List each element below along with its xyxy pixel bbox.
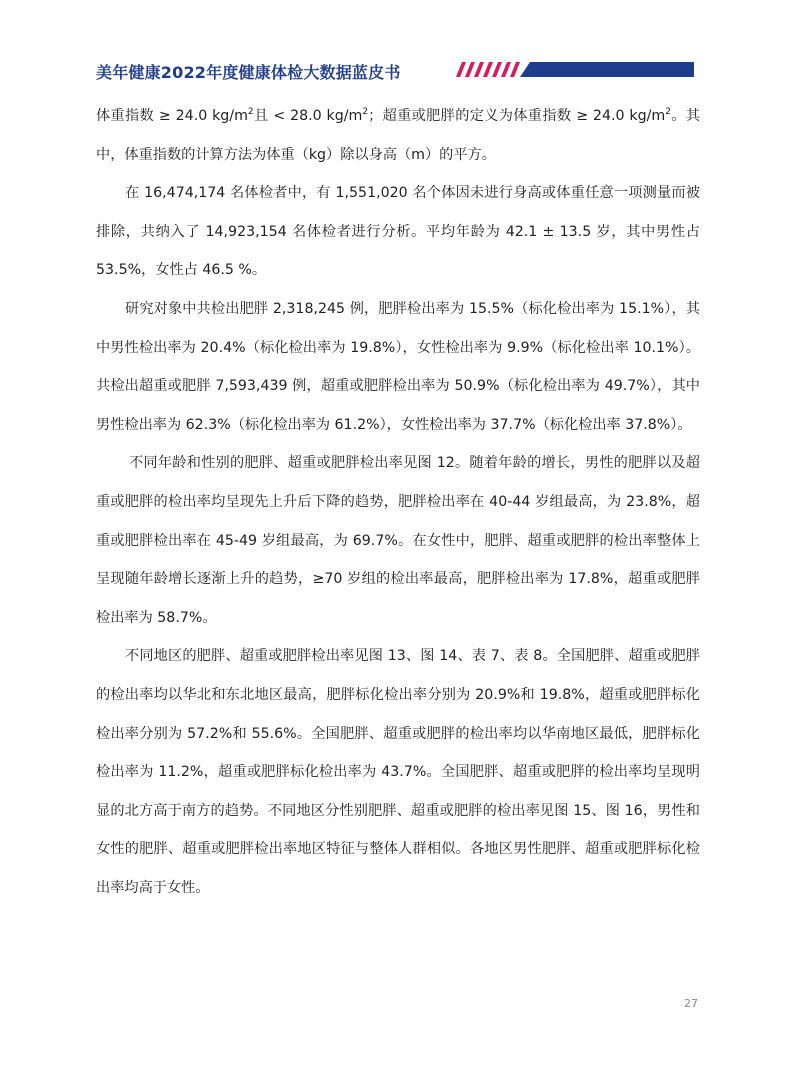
- report-title: 美年健康2022年度健康体检大数据蓝皮书: [96, 63, 401, 82]
- text-run: 。其中，体重指数的计算方法为体重（kg）除以身高（m）的平方。: [96, 108, 700, 163]
- paragraph-detection-rates: 研究对象中共检出肥胖 2,318,245 例，肥胖检出率为 15.5%（标化检出率为 15.1%），其中男性检出率为 20.4%（标化检出率为 19.8%），女性检出率为 9.9%（标化检出率 10.1%）。共检出超重或肥胖 7,593,439 例，超重或肥胖检出率为 50.9%（标化检出率为 49.7%），其中男性检出率为 62.3%（标化检出率为 61.2%），女性检出率为 37.7%（标化检出率 37.8%）。: [96, 300, 700, 433]
- text-run: ；超重或肥胖的定义为体重指数 ≥ 24.0 kg/m: [368, 108, 666, 124]
- superscript: 2: [247, 107, 254, 117]
- header-bar-tip: [520, 62, 530, 77]
- stripe: [456, 62, 466, 77]
- stripe: [474, 62, 484, 77]
- text-run: 且 < 28.0 kg/m: [253, 108, 363, 124]
- text-run: 体重指数 ≥ 24.0 kg/m: [96, 108, 248, 124]
- superscript: 2: [362, 107, 369, 117]
- stripe: [510, 62, 520, 77]
- stripe: [483, 62, 493, 77]
- page-header: [0, 0, 793, 90]
- paragraph-age-sex: 不同年龄和性别的肥胖、超重或肥胖检出率见图 12。随着年龄的增长，男性的肥胖以及超重或肥胖的检出率均呈现先上升后下降的趋势，肥胖检出率在 40-44 岁组最高，为 23.8%，超重或肥胖检出率在 45-49 岁组最高，为 69.7%。在女性中，肥胖、超重或肥胖的检出率整体上呈现随年龄增长逐渐上升的趋势，≥70 岁组的检出率最高，肥胖检出率为 17.8%，超重或肥胖检出率为 58.7%。: [96, 455, 700, 626]
- stripe: [492, 62, 502, 77]
- paragraph-bmi-definition: [96, 97, 700, 174]
- paragraph-regions: 不同地区的肥胖、超重或肥胖检出率见图 13、图 14、表 7、表 8。全国肥胖、超重或肥胖的检出率均以华北和东北地区最高，肥胖标化检出率分别为 20.9%和 19.8%，超重或肥胖标化检出率分别为 57.2%和 55.6%。全国肥胖、超重或肥胖的检出率均以华南地区最低，肥胖标化检出率为 11.2%，超重或肥胖标化检出率为 43.7%。全国肥胖、超重或肥胖的检出率均呈现明显的北方高于南方的趋势。不同地区分性别肥胖、超重或肥胖的检出率见图 15、图 16，男性和女性的肥胖、超重或肥胖检出率地区特征与整体人群相似。各地区男性肥胖、超重或肥胖标化检出率均高于女性。: [96, 648, 700, 896]
- stripe: [465, 62, 475, 77]
- paragraph-sample: 在 16,474,174 名体检者中，有 1,551,020 名个体因未进行身高或体重任意一项测量而被排除，共纳入了 14,923,154 名体检者进行分析。平均年龄为 42.1 ± 13.5 岁，其中男性占 53.5%，女性占 46.5 %。: [96, 185, 700, 279]
- header-bar: [530, 62, 694, 77]
- stripe: [501, 62, 511, 77]
- superscript: 2: [665, 107, 671, 117]
- body-text: [96, 97, 700, 907]
- page-number: 27: [684, 997, 698, 1010]
